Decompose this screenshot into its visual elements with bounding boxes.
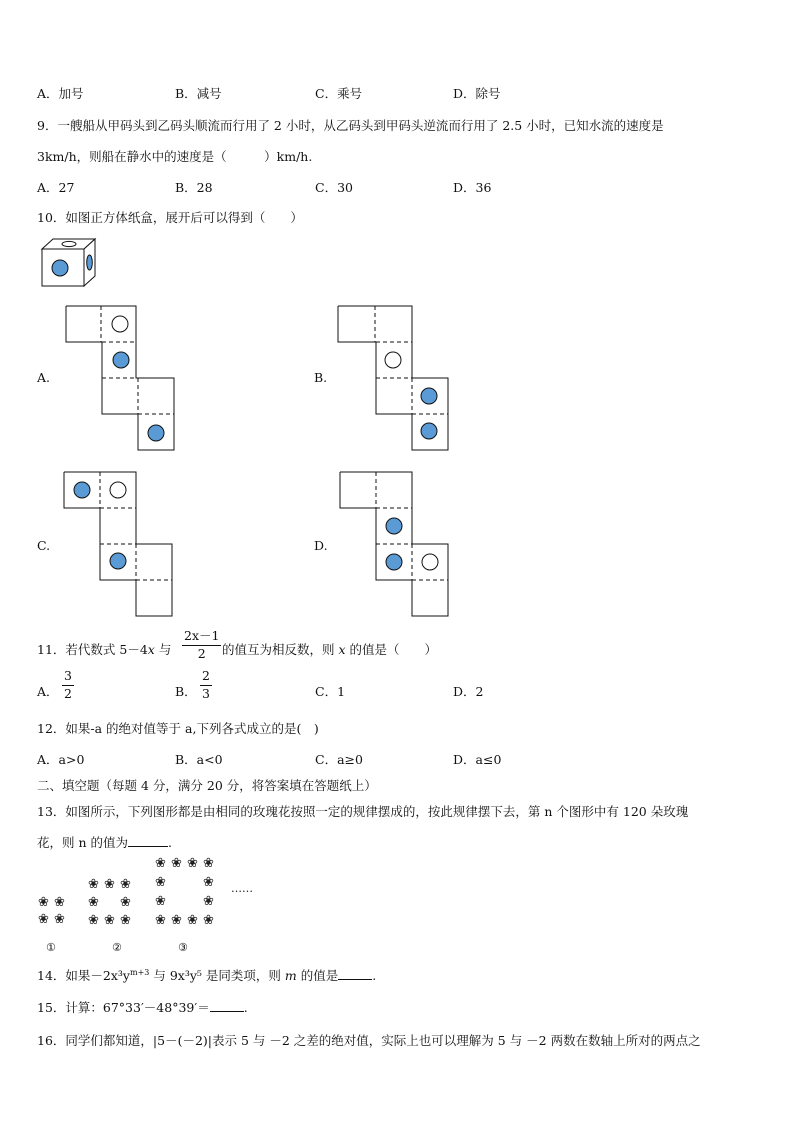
q11-var-x2: x [338,642,346,657]
q11-var-x: x [147,642,155,657]
rose-icon: ❀ [155,856,166,871]
rose-figure-1 [38,895,78,935]
q14-end: . [372,968,377,983]
rose-icon: ❀ [155,913,166,928]
q15-stem [37,998,248,1016]
q11-option-b-num: 2 [202,668,210,683]
rose-icon: ❀ [54,912,65,927]
q11-fraction-denominator: 2 [197,645,206,661]
q13-line2-text: 花，则 n 的值为 [37,835,128,850]
q11-suffix2: 的值是（ ） [345,642,438,657]
rose-icon: ❀ [155,894,166,909]
rose-icon: ❀ [120,895,131,910]
q11-option-b-den: 3 [202,685,210,701]
rose-icon: ❀ [104,913,115,928]
fig-label-2: ② [112,941,122,954]
q9-option-d: D．36 [453,180,492,195]
q11-fraction [182,630,221,660]
q8-option-c: C．乘号 [315,86,363,101]
rose-icon: ❀ [88,895,99,910]
rose-icon: ❀ [203,913,214,928]
q11-option-a-den: 2 [64,685,72,701]
rose-figure-3 [155,856,235,936]
q15-answer-blank [210,1011,244,1012]
fig-label-3: ③ [178,941,188,954]
q13-answer-blank [128,846,168,847]
rose-icon: ❀ [104,877,115,892]
q14-stem [37,966,376,984]
q13-stem-line2 [37,833,172,851]
q11-prefix: 11．若代数式 5－4 [37,642,148,657]
rose-icon: ❀ [120,877,131,892]
rose-icon: ❀ [171,913,182,928]
q9-stem-line2: 3km/h，则船在静水中的速度是（ ）km/h. [37,149,313,164]
rose-figure-2 [88,877,148,937]
q10-stem: 10．如图正方体纸盒，展开后可以得到（ ） [37,210,303,225]
q11-suffix: 的值互为相反数，则 [222,642,339,657]
q13-stem-line1: 13．如图所示，下列图形都是由相同的玫瑰花按照一定的规律摆成的，按此规律摆下去，第 n 个图形中有 120 朵玫瑰 [37,804,689,819]
rose-icon: ❀ [203,894,214,909]
q11-option-c: C．1 [315,684,346,699]
q9-option-b: B．28 [175,180,213,195]
q9-option-a: A．27 [37,180,75,195]
q12-option-c: C．a≥0 [315,752,363,767]
q11-option-a-num: 3 [64,668,72,683]
q14-middle: 与 9x³y⁵ 是同类项，则 [149,968,285,983]
rose-icon: ❀ [203,856,214,871]
q10-label-d: D. [314,538,328,553]
rose-icon: ❀ [88,877,99,892]
q14-prefix: 14．如果－2x³y [37,968,130,983]
section-2-heading: 二、填空题（每题 4 分，满分 20 分，将答案填在答题纸上） [37,778,377,793]
q11-option-a-label: A． [37,684,59,699]
rose-icon: ❀ [54,895,65,910]
q10-label-b: B. [314,370,328,385]
rose-icon: ❀ [187,913,198,928]
q8-option-b: B．减号 [175,86,222,101]
q11-option-d: D．2 [453,684,484,699]
net-c [64,472,176,618]
q14-answer-blank [338,979,372,980]
q11-option-a-fraction [62,670,74,700]
rose-icon: ❀ [187,856,198,871]
rose-icon: ❀ [155,875,166,890]
net-d [340,472,452,618]
q13-line2-end: . [168,835,172,850]
q10-label-a: A. [37,370,51,385]
cube-figure [40,238,100,290]
q9-stem-line1: 9．一艘船从甲码头到乙码头顺流而行用了 2 小时，从乙码头到甲码头逆流而行用了 2.5 小时，已知水流的速度是 [37,118,664,133]
q9-option-c: C．30 [315,180,353,195]
q12-option-a: A．a>0 [37,752,85,767]
q14-exponent: m+3 [129,967,150,977]
q14-var-m: m [284,968,297,983]
q16-stem: 16．同学们都知道，|5－(－2)|表示 5 与 －2 之差的绝对值，实际上也可以理解为 5 与 －2 两数在数轴上所对的两点之 [37,1033,701,1048]
q14-suffix: 的值是 [296,968,339,983]
q10-label-c: C. [37,538,51,553]
q15-end: . [243,1000,248,1015]
q11-option-b-fraction [200,670,212,700]
rose-icon: ❀ [120,913,131,928]
q11-stem-tail [222,640,437,658]
q11-option-b-label: B． [175,684,197,699]
rose-icon: ❀ [203,875,214,890]
net-b [338,306,450,452]
fig-label-1: ① [46,941,56,954]
q12-stem: 12．如果-a 的绝对值等于 a,下列各式成立的是( ) [37,721,319,736]
q11-stem [37,640,171,658]
q12-option-d: D．a≤0 [453,752,502,767]
q13-ellipsis: …… [231,882,253,895]
rose-icon: ❀ [171,856,182,871]
rose-icon: ❀ [88,913,99,928]
q8-option-a: A．加号 [37,86,84,101]
q15-text: 15．计算：67°33′－48°39′＝ [37,1000,210,1015]
q11-with: 与 [154,642,172,657]
rose-icon: ❀ [38,895,49,910]
rose-icon: ❀ [38,912,49,927]
q11-fraction-numerator: 2x－1 [184,628,220,643]
q12-option-b: B．a<0 [175,752,223,767]
q8-option-d: D．除号 [453,86,501,101]
net-a [66,306,176,452]
